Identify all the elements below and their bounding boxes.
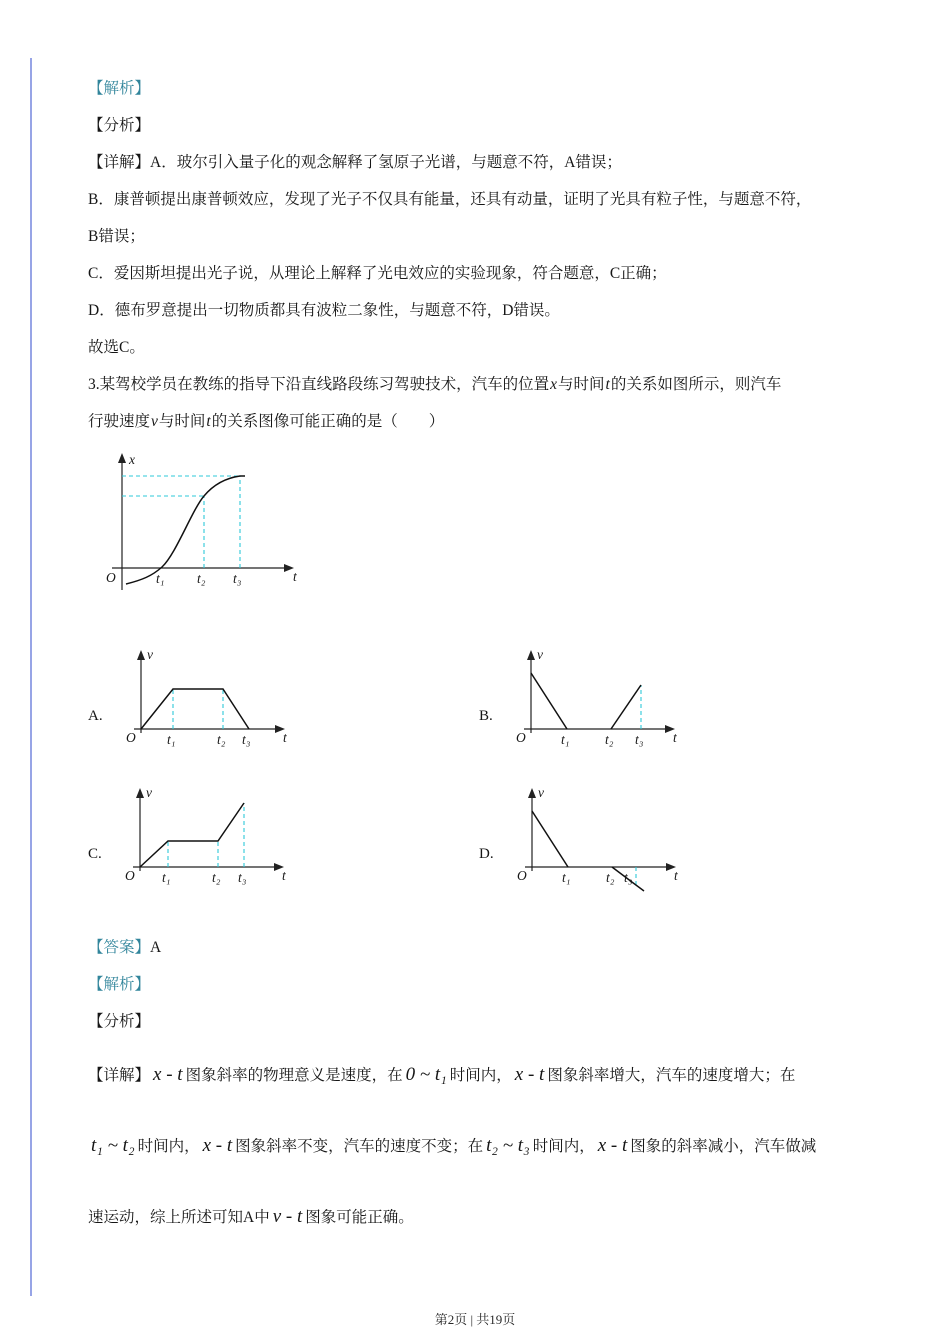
tick-t3: t₃ xyxy=(233,571,242,586)
axis-label-t: t xyxy=(293,569,297,584)
detail-text: 时间内， xyxy=(449,1067,512,1084)
axis-label-x: x xyxy=(129,452,135,467)
tick-t2: t₂ xyxy=(216,732,226,747)
y-axis-arrow-icon xyxy=(136,788,144,798)
tick-t1: t₁ xyxy=(166,732,176,747)
q3-detail-line1 xyxy=(88,1040,870,1111)
v-t-curve-segment1 xyxy=(532,811,568,867)
answer-value: A xyxy=(150,939,162,956)
tick-t2: t₂ xyxy=(211,870,221,885)
tick-t3: t₃ xyxy=(623,870,633,885)
q3-stem-line1 xyxy=(88,366,870,403)
stem-text: 与时间 xyxy=(158,413,206,430)
left-margin-line xyxy=(30,58,32,1296)
v-t-curve xyxy=(140,803,244,867)
v-t-curve-segment2 xyxy=(611,685,641,729)
option-a xyxy=(88,645,479,763)
variable-v: v xyxy=(151,413,158,430)
detail-text: 时间内， xyxy=(532,1138,595,1155)
tick-t2: t₂ xyxy=(197,571,206,586)
option-d xyxy=(479,783,870,901)
q2-detail-d: D．德布罗意提出一切物质都具有波粒二象性，与题意不符，D错误。 xyxy=(88,302,560,319)
math-x-t: x - t xyxy=(597,1135,628,1156)
axis-label-t: t xyxy=(673,868,678,883)
tick-t1: t₁ xyxy=(561,870,571,885)
tick-t2: t₂ xyxy=(604,732,614,747)
stem-text: 行驶速度 xyxy=(88,413,151,430)
position-time-figure xyxy=(90,448,870,603)
v-t-curve-segment1 xyxy=(531,673,567,729)
math-v-t: v - t xyxy=(272,1206,303,1227)
detail-text: 时间内， xyxy=(137,1138,200,1155)
origin-label: O xyxy=(106,570,116,585)
q2-fenxi-label: 【分析】 xyxy=(88,117,151,134)
origin-label: O xyxy=(125,730,136,745)
option-b-label: B. xyxy=(479,708,493,724)
position-time-graph xyxy=(90,448,305,598)
stem-text: 与时间 xyxy=(558,376,605,393)
axis-label-t: t xyxy=(672,730,677,745)
option-c-label: C. xyxy=(88,846,102,862)
q2-detail-b-line1: B．康普顿提出康普顿效应，发现了光子不仅具有能量，还具有动量，证明了光具有粒子性，与题意不符， xyxy=(88,191,812,208)
page-footer xyxy=(0,1309,950,1328)
detail-text: 速运动，综上所述可知A中 xyxy=(88,1209,270,1226)
detail-text: 图象斜率的物理意义是速度，在 xyxy=(185,1067,403,1084)
option-d-label: D. xyxy=(479,846,494,862)
detail-text: 图象的斜率减小，汽车做减 xyxy=(630,1138,817,1155)
variable-x: x xyxy=(550,376,558,393)
q3-fenxi-label: 【分析】 xyxy=(88,1013,151,1030)
detail-text: 图象斜率增大，汽车的速度增大；在 xyxy=(547,1067,796,1084)
y-axis-arrow-icon xyxy=(118,453,126,463)
q2-detail-c: C．爱因斯坦提出光子说，从理论上解释了光电效应的实验现象，符合题意，C正确； xyxy=(88,265,667,282)
q3-stem-line2 xyxy=(88,403,870,440)
axis-label-v: v xyxy=(537,785,544,800)
detail-text: 图象斜率不变，汽车的速度不变；在 xyxy=(235,1138,484,1155)
q3-answer xyxy=(88,929,870,966)
option-a-label: A. xyxy=(88,708,103,724)
math-t2-t3: t₂ ~ t₃ xyxy=(486,1135,530,1156)
page-number: 第2页 | 共19页 xyxy=(434,1312,516,1327)
answer-label: 【答案】 xyxy=(88,939,151,956)
axis-label-t: t xyxy=(281,868,286,883)
option-b-graph xyxy=(501,645,683,763)
stem-text: 的关系图像可能正确的是（ ） xyxy=(211,413,445,430)
y-axis-arrow-icon xyxy=(527,650,535,660)
tick-t1: t₁ xyxy=(156,571,165,586)
detail-text: 图象可能正确。 xyxy=(305,1209,414,1226)
option-c-graph xyxy=(110,783,292,901)
axis-label-v: v xyxy=(145,785,152,800)
math-x-t: x - t xyxy=(514,1064,545,1085)
stem-text: 3.某驾校学员在教练的指导下沿直线路段练习驾驶技术，汽车的位置 xyxy=(88,376,550,393)
tick-t2: t₂ xyxy=(605,870,615,885)
axis-label-v: v xyxy=(146,647,153,662)
origin-label: O xyxy=(124,868,135,883)
variable-t: t xyxy=(206,413,211,430)
y-axis-arrow-icon xyxy=(528,788,536,798)
tick-t3: t₃ xyxy=(634,732,644,747)
q2-jiexi-label: 【解析】 xyxy=(88,80,151,97)
tick-t3: t₃ xyxy=(237,870,247,885)
math-x-t: x - t xyxy=(202,1135,233,1156)
q3-detail-line3 xyxy=(88,1182,870,1253)
q2-detail-b-line2: B错误； xyxy=(88,228,145,245)
variable-t: t xyxy=(605,376,610,393)
option-c xyxy=(88,783,479,901)
tick-t3: t₃ xyxy=(241,732,251,747)
v-t-curve xyxy=(141,689,249,729)
origin-label: O xyxy=(516,868,527,883)
y-axis-arrow-icon xyxy=(137,650,145,660)
detail-text: 【详解】 xyxy=(88,1067,151,1084)
tick-t1: t₁ xyxy=(560,732,570,747)
option-d-graph xyxy=(502,783,684,901)
option-b xyxy=(479,645,870,763)
origin-label: O xyxy=(515,730,526,745)
q3-jiexi-label: 【解析】 xyxy=(88,976,151,993)
option-a-graph xyxy=(111,645,293,763)
math-0-t1: 0 ~ t₁ xyxy=(405,1064,447,1085)
q3-detail-line2 xyxy=(88,1111,870,1182)
q2-conclusion: 故选C。 xyxy=(88,339,145,356)
option-graphs xyxy=(88,645,870,901)
math-x-t: x - t xyxy=(153,1064,183,1085)
math-t1-t2: t₁ ~ t₂ xyxy=(91,1135,135,1156)
stem-text: 的关系如图所示，则汽车 xyxy=(610,376,782,393)
axis-label-t: t xyxy=(282,730,287,745)
axis-label-v: v xyxy=(536,647,543,662)
tick-t1: t₁ xyxy=(161,870,171,885)
q2-detail-a: 【详解】A．玻尔引入量子化的观念解释了氢原子光谱，与题意不符，A错误； xyxy=(88,154,622,171)
page-content xyxy=(88,70,870,1253)
